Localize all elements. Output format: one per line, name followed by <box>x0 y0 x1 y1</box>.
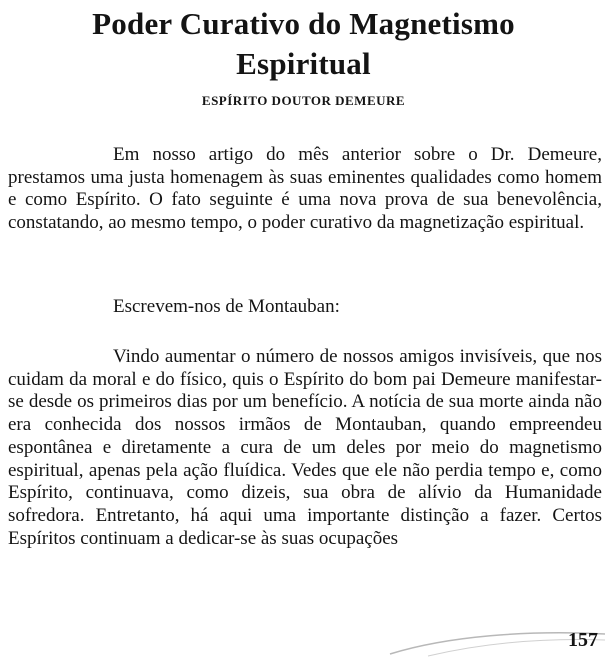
author-subtitle: ESPÍRITO DOUTOR DEMEURE <box>201 93 406 108</box>
paragraph-1 <box>8 144 602 235</box>
paragraph-1-text: Em nosso artigo do mês anterior sobre o Dr. Demeure, prestamos uma justa homenagem às suas eminentes qualidades como homem e como Espírito. O fato seguinte é uma nova prova de sua benevolência, constatando, ao mesmo tempo, o poder curativo da magnetização espiritual. <box>8 144 602 234</box>
page-title <box>0 4 607 84</box>
paragraph-3 <box>8 346 602 550</box>
title-line-1: Poder Curativo do Magnetismo <box>92 6 515 41</box>
paragraph-2 <box>8 296 602 319</box>
page-number: 157 <box>568 629 598 651</box>
title-line-2: Espiritual <box>236 46 371 81</box>
paragraph-3-text: Vindo aumentar o número de nossos amigos invisíveis, que nos cuidam da moral e do físico, quis o Espírito do bom pai Demeure manifestar-se desde os primeiros dias por um benefício. A notícia de sua morte ainda não era conhecida dos nossos irmãos de Montauban, quando empreendeu espontânea e diretamente a cura de um deles por meio do magnetismo espiritual, apenas pela ação fluídica. Vedes que ele não perdia tempo e, como Espírito, continuava, como dizeis, sua obra de alívio da Humanidade sofredora. Entretanto, há aqui uma importante distinção a fazer. Certos Espíritos continuam a dedicar-se às suas ocupações <box>8 346 602 549</box>
paragraph-2-text: Escrevem-nos de Montauban: <box>113 296 340 317</box>
